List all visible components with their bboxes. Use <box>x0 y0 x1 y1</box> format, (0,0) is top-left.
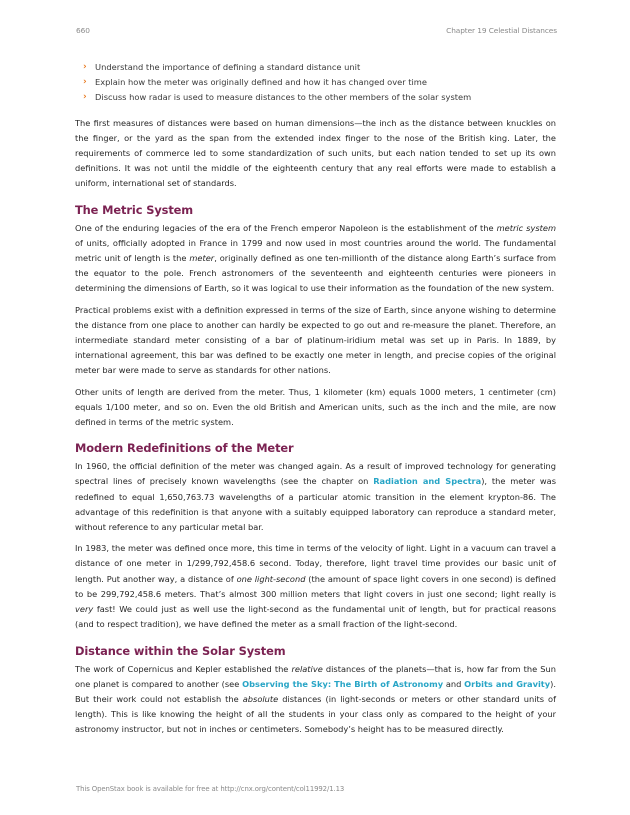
objective-item <box>75 60 556 75</box>
modern-paragraph-2: In 1983, the meter was defined once more, this time in terms of the velocity of light. Light in a vacuum can travel a distance of one meter in 1/299,792,458.6 second. Today, therefore, light travel time provides our basic unit of length. Put another way, a distance of one light-second (the amount of space light covers in one second) is defined to be 299,792,458.6 meters. That’s almost 300 million meters that light covers in just one second; light really is very fast! We could just as well use the light-second as the fundamental unit of length, but for practical reasons (and to respect tradition), we have defined the meter as a small fraction of the light-second. <box>75 543 556 630</box>
intro-paragraph: The first measures of distances were based on human dimensions—the inch as the distance between knuckles on the finger, or the yard as the span from the extended index finger to the nose of the British king. Later, the requirements of commerce led to some standardization of such units, but each nation tended to set up its own definitions. It was not until the middle of the eighteenth century that any real efforts were made to establish a uniform, international set of standards. <box>75 117 556 189</box>
section-heading-metric: The Metric System <box>75 202 194 217</box>
section-heading-solar: Distance within the Solar System <box>75 643 286 658</box>
objective-text: Understand the importance of defining a standard distance unit <box>95 62 361 72</box>
learning-objectives <box>75 60 556 106</box>
link-observing-the-sky[interactable]: Observing the Sky: The Birth of Astronomy <box>242 678 444 689</box>
solar-paragraph-1: The work of Copernicus and Kepler established the relative distances of the planets—that is, how far from the Sun one planet is compared to another (see Observing the Sky: The Birth of Astronomy and Orbits and Gravity). But their work could not establish the absolute distances (in light-seconds or meters or other standard units of length). This is like knowing the height of all the students in your class only as compared to the height of your astronomy instructor, but not in inches or centimeters. Somebody’s height has to be measured directly. <box>75 663 557 735</box>
objective-item <box>75 75 556 90</box>
modern-paragraph-1: In 1960, the official definition of the meter was changed again. As a result of improved technology for generating spectral lines of precisely known wavelengths (see the chapter on Radiation and Spectra), the meter was redefined to equal 1,650,763.73 wavelengths of a particular atomic transition in the element krypton-86. The advantage of this redefinition is that anyone with a suitably equipped laboratory can reproduce a standard meter, without reference to any particular metal bar. <box>75 461 557 533</box>
metric-paragraph-1: One of the enduring legacies of the era of the French emperor Napoleon is the establishment of the metric system of units, officially adopted in France in 1799 and now used in most countries around the world. The fundamental metric unit of length is the meter, originally defined as one ten-millionth of the distance along Earth’s surface from the equator to the pole. French astronomers of the seventeenth and eighteenth centuries were pioneers in determining the dimensions of Earth, so it was logical to use their information as the foundation of the new system. <box>75 222 556 294</box>
link-radiation-and-spectra[interactable]: Radiation and Spectra <box>373 476 482 487</box>
chapter-title: Chapter 19 Celestial Distances <box>446 26 557 35</box>
footer-note: This OpenStax book is available for free at http://cnx.org/content/col11992/1.13 <box>76 785 345 793</box>
chevron-right-icon: › <box>83 62 87 72</box>
main-content <box>75 60 556 744</box>
metric-paragraph-2: Practical problems exist with a definition expressed in terms of the size of Earth, since anyone wishing to determine the distance from one place to another can hardly be expected to go out and re-measure the planet. Therefore, an intermediate standard meter consisting of a bar of platinum-iridium metal was set up in Paris. In 1889, by international agreement, this bar was defined to be exactly one meter in length, and precise copies of the original meter bar were made to serve as standards for other nations. <box>75 304 556 376</box>
objective-text: Explain how the meter was originally defined and how it has changed over time <box>95 77 427 88</box>
objective-item <box>75 90 556 105</box>
section-heading-modern: Modern Redefinitions of the Meter <box>75 441 294 456</box>
page-number: 660 <box>76 26 90 35</box>
chevron-right-icon: › <box>83 92 87 103</box>
objective-text: Discuss how radar is used to measure distances to the other members of the solar system <box>95 92 472 103</box>
chevron-right-icon: › <box>83 77 87 88</box>
metric-paragraph-3: Other units of length are derived from the meter. Thus, 1 kilometer (km) equals 1000 meters, 1 centimeter (cm) equals 1/100 meter, and so on. Even the old British and American units, such as the inch and the mile, are now defined in terms of the metric system. <box>75 386 556 428</box>
link-orbits-and-gravity[interactable]: Orbits and Gravity <box>464 678 551 689</box>
